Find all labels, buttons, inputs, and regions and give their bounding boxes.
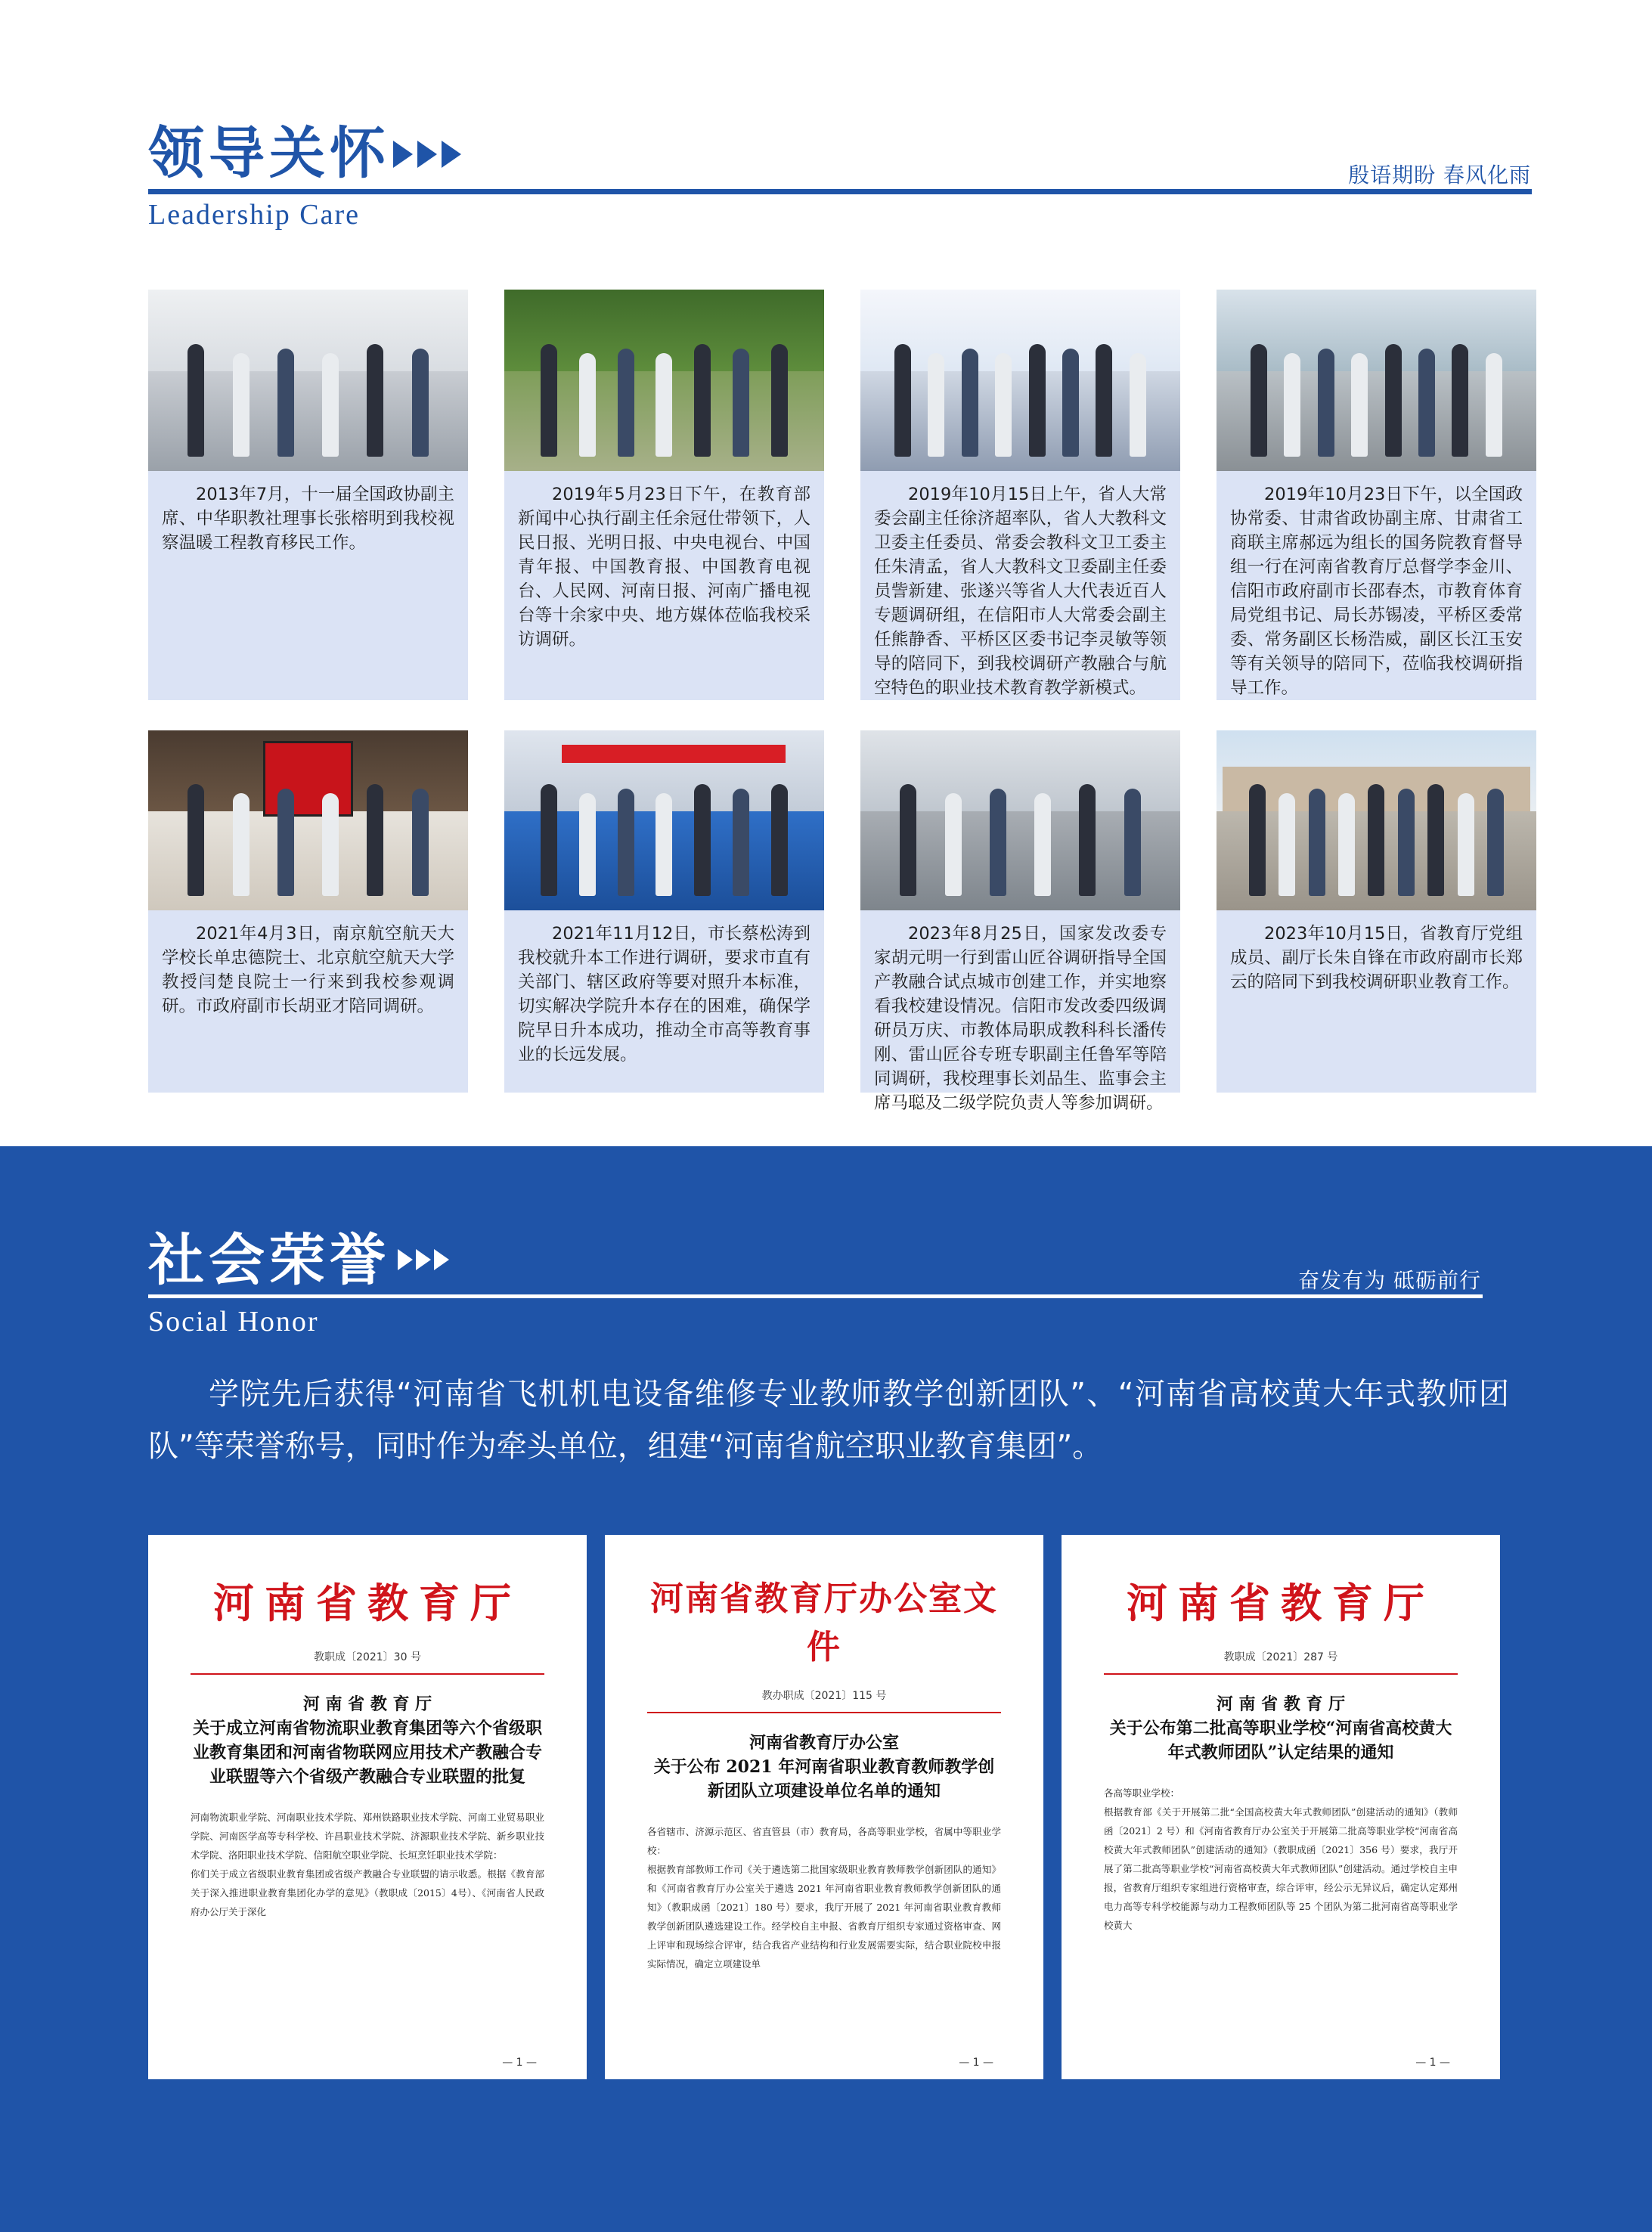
document-page-number: — 1 —: [1415, 2057, 1450, 2069]
photo-image: [860, 290, 1180, 471]
card-caption: 2019年10月23日下午，以全国政协常委、甘肃省政协副主席、甘肃省工商联主席郝远为组长的国务院教育督导组一行在河南省教育厅总督学李金川、信阳市政府副市长邵春杰，市教育体育局党组书记、局长苏锡凌，平桥区委常委、常务副区长杨浩威，副区长江玉安等有关领导的陪同下，莅临我校调研指导工作。: [1217, 471, 1536, 700]
photo-image: [504, 290, 824, 471]
document-number: 教职成〔2021〕287 号: [1223, 1651, 1338, 1663]
section-divider: [148, 1294, 1483, 1298]
document-heading: 河南省教育厅办公室 关于公布 2021 年河南省职业教育教师教学创新团队立项建设单位名单的通知: [653, 1733, 995, 1801]
card-caption: 2013年7月，十一届全国政协副主席、中华职教社理事长张榕明到我校视察温暖工程教育移民工作。: [148, 471, 468, 700]
leadership-card: [860, 730, 1180, 1113]
document-page-number: — 1 —: [502, 2057, 537, 2069]
official-document: [148, 1535, 587, 2079]
leadership-card: [148, 290, 468, 700]
leadership-card: [1217, 730, 1536, 1093]
leadership-card: [860, 290, 1180, 700]
honor-subtitle: Social Honor: [148, 1306, 319, 1338]
leadership-card: [504, 730, 824, 1093]
document-body: 各高等职业学校： 根据教育部《关于开展第二批“全国高校黄大年式教师团队”创建活动的通知》（教师函〔2021〕2 号）和《河南省教育厅办公室关于开展第二批高等职业学校“河南省高校黄大年式教师团队”创建活动的通知》（教职成函〔2021〕356 号）要求，我厅开展了第二批高等职业学校“河南省高校黄大年式教师团队”创建活动。通过学校自主申报，省教育厅组织专家组进行资格审查，综合评审，经公示无异议后，确定认定郑州电力高等专科学校能源与动力工程教师团队等 25 个团队为第二批河南省高等职业学校黄大: [1104, 1787, 1458, 1931]
document-issuer: 河南省教育厅: [213, 1579, 522, 1627]
leadership-grid-row-2: [148, 730, 1536, 1113]
official-document: [605, 1535, 1043, 2079]
document-issuer: 河南省教育厅: [1127, 1579, 1435, 1627]
photo-image: [1217, 730, 1536, 910]
chevron-right-icon: [398, 1249, 449, 1276]
leadership-card: [504, 290, 824, 700]
photo-image: [148, 290, 468, 471]
document-red-rule: [191, 1673, 544, 1675]
document-number: 教职成〔2021〕30 号: [314, 1651, 421, 1663]
document-heading: 河 南 省 教 育 厅 关于公布第二批高等职业学校“河南省高校黄大年式教师团队”认定结果的通知: [1109, 1694, 1452, 1762]
card-caption: 2019年5月23日下午，在教育部新闻中心执行副主任余冠仕带领下，人民日报、光明日报、中央电视台、中国青年报、中国教育报、中国教育电视台、人民网、河南日报、河南广播电视台等十余家中央、地方媒体莅临我校采访调研。: [504, 471, 824, 700]
document-issuer: 河南省教育厅办公室文件: [650, 1579, 998, 1666]
photo-image: [504, 730, 824, 910]
card-caption: 2023年8月25日，国家发改委专家胡元明一行到雷山匠谷调研指导全国产教融合试点城市创建工作，并实地察看我校建设情况。信阳市发改委四级调研员万庆、市教体局职成教科科长潘传刚、雷山匠谷专班专职副主任鲁军等陪同调研，我校理事长刘品生、监事会主席马聪及二级学院负责人等参加调研。: [860, 910, 1180, 1093]
document-number: 教办职成〔2021〕115 号: [761, 1690, 887, 1702]
chevron-right-icon: [393, 141, 461, 174]
card-caption: 2021年4月3日，南京航空航天大学校长单忠德院士、北京航空航天大学教授闫楚良院士一行来到我校参观调研。市政府副市长胡亚才陪同调研。: [148, 910, 468, 1093]
honor-slogan: 奋发有为 砥砺前行: [1298, 1268, 1481, 1293]
document-heading: 河 南 省 教 育 厅 关于成立河南省物流职业教育集团等六个省级职业教育集团和河南省物联网应用技术产教融合专业联盟等六个省级产教融合专业联盟的批复: [192, 1694, 542, 1787]
official-document: [1062, 1535, 1500, 2079]
leadership-title: 领导关怀: [148, 121, 390, 186]
photo-image: [148, 730, 468, 910]
photo-image: [1217, 290, 1536, 471]
section-divider: [148, 189, 1532, 194]
leadership-card: [148, 730, 468, 1093]
honor-documents: [148, 1535, 1500, 2079]
leadership-subtitle: Leadership Care: [148, 199, 361, 231]
document-red-rule: [1104, 1673, 1458, 1675]
card-caption: 2021年11月12日，市长蔡松涛到我校就升本工作进行调研，要求市直有关部门、辖区政府等要对照升本标准，切实解决学院升本存在的困难，确保学院早日升本成功，推动全市高等教育事业的长远发展。: [504, 910, 824, 1093]
leadership-grid-row-1: [148, 290, 1536, 700]
document-red-rule: [647, 1712, 1001, 1713]
card-caption: 2019年10月15日上午，省人大常委会副主任徐济超率队，省人大教科文卫委主任委员、常委会教科文卫工委主任朱清孟，省人大教科文卫委副主任委员訾新建、张遂兴等省人大代表近百人专题调研组，在信阳市人大常委会副主任熊静香、平桥区区委书记李灵敏等领导的陪同下，到我校调研产教融合与航空特色的职业技术教育教学新模式。: [860, 471, 1180, 700]
leadership-card: [1217, 290, 1536, 700]
honor-description: 学院先后获得“河南省飞机机电设备维修专业教师教学创新团队”、“河南省高校黄大年式教师团队”等荣誉称号，同时作为牵头单位，组建“河南省航空职业教育集团”。: [148, 1377, 1509, 1464]
honor-title: 社会荣誉: [148, 1228, 390, 1293]
document-page-number: — 1 —: [959, 2057, 993, 2069]
photo-image: [860, 730, 1180, 910]
document-body: 河南物流职业学院、河南职业技术学院、郑州铁路职业技术学院、河南工业贸易职业学院、河南医学高等专科学校、许昌职业技术学院、济源职业技术学院、新乡职业技术学院、洛阳职业技术学院、信阳航空职业学院、长垣烹饪职业技术学院： 你们关于成立省级职业教育集团或省级产教融合专业联盟的请示收悉。根据《教育部关于深入推进职业教育集团化办学的意见》（教职成〔2015〕4号）、《河南省人民政府办公厅关于深化: [191, 1811, 544, 1917]
document-body: 各省辖市、济源示范区、省直管县（市）教育局，各高等职业学校，省属中等职业学校： 根据教育部教师工作司《关于遴选第二批国家级职业教育教师教学创新团队的通知》和《河南省教育厅办公室关于遴选 2021 年河南省职业教育教师教学创新团队的通知》（教职成函〔2021〕180 号）要求，我厅开展了 2021 年河南省职业教育教师教学创新团队遴选建设工作。经学校自主申报、省教育厅组织专家通过资格审查、网上评审和现场综合评审，结合我省产业结构和行业发展需要实际，结合职业院校申报实际情况，确定立项建设单: [647, 1825, 1001, 1970]
leadership-slogan: 殷语期盼 春风化雨: [1348, 163, 1531, 188]
card-caption: 2023年10月15日，省教育厅党组成员、副厅长朱自锋在市政府副市长郑云的陪同下到我校调研职业教育工作。: [1217, 910, 1536, 1093]
